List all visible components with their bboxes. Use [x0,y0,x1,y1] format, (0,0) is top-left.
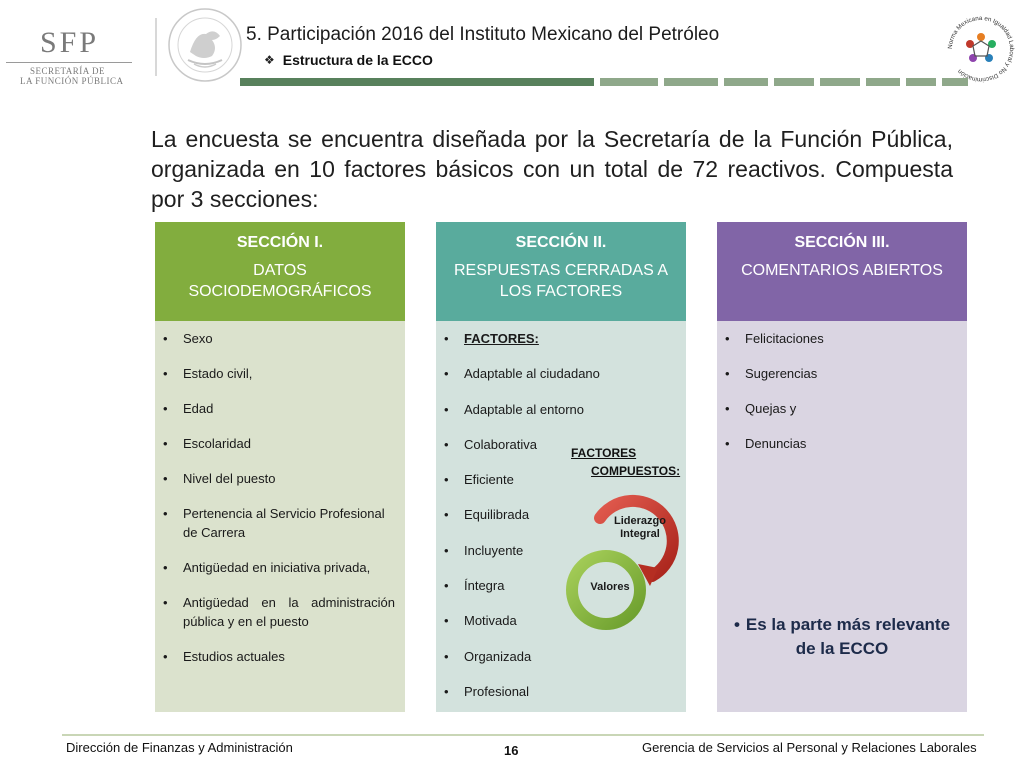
header-bar [240,78,968,86]
sfp-logo [0,18,140,88]
list-item: • Íntegra [436,576,686,595]
section-subheading: RESPUESTAS CERRADAS A LOS FACTORES [454,262,668,300]
list-item: • Denuncias [717,434,967,453]
header-divider [155,18,157,76]
section-heading: SECCIÓN I. [236,234,324,251]
list-item: • Nivel del puesto [155,469,405,488]
cycle-arrows-icon [560,482,688,644]
list-item: • Sugerencias [717,364,967,383]
page-number: 16 [504,743,519,758]
header-bar-segment [774,78,814,86]
header-bar-segment [600,78,658,86]
cycle-item-liderazgo: Liderazgo Integral [614,515,666,540]
section-heading: SECCIÓN III. [794,234,890,251]
compound-factors-label: FACTORES [571,446,637,460]
sfp-logo-sub2: LA FUNCIÓN PÚBLICA [20,76,124,86]
header-bar-segment [820,78,860,86]
equality-badge-icon [940,4,1022,94]
list-item: • Organizada [436,647,686,666]
relevant-bullet: • [733,615,740,634]
list-item: • Colaborativa [436,435,686,454]
list-item: • Estado civil, [155,364,405,383]
list-item: • Eficiente [436,470,686,489]
slide-title: 5. Participación 2016 del Instituto Mexicano del Petróleo [246,24,720,45]
diamond-icon: ❖ [264,53,275,67]
header-bar-segment [724,78,768,86]
footer-divider [62,734,984,736]
list-item: • Sexo [155,329,405,348]
badge-text: Norma Mexicana en Igualdad Laboral y No Discriminación [946,14,1016,84]
section-header [155,222,405,321]
list-item: • Pertenencia al Servicio Profesional de Carrera [155,504,405,542]
sfp-logo-text: SFP [40,26,100,59]
footer-left-text: Dirección de Finanzas y Administración [66,740,293,755]
header-bar-segment [866,78,900,86]
section-header [436,222,686,321]
list-item: • Adaptable al ciudadano [436,364,686,383]
list-item: • Antigüedad en iniciativa privada, [155,558,405,577]
sfp-logo-sub1: SECRETARÍA DE [30,66,106,76]
section-subheading: DATOS SOCIODEMOGRÁFICOS [188,262,372,300]
slide-subtitle [264,52,433,68]
list-item: • Edad [155,399,405,418]
list-item: • Antigüedad en la administración pública y en el puesto [155,593,405,631]
section-subheading: COMENTARIOS ABIERTOS [741,262,943,279]
list-item: • Motivada [436,611,686,630]
section-body [155,321,405,712]
sfp-logo-line [6,62,132,63]
svg-text:Norma Mexicana en Igualdad Lab [947,15,1015,83]
header-bar-segment [240,78,594,86]
list-item: • Quejas y [717,399,967,418]
list-item: • Equilibrada [436,505,686,524]
factores-heading: • FACTORES: [436,329,686,348]
list-item: • Incluyente [436,541,686,560]
relevant-note [722,613,962,661]
list-item: • Escolaridad [155,434,405,453]
header-bar-segment [906,78,936,86]
list-item: • Adaptable al entorno [436,400,686,419]
subtitle-text: Estructura de la ECCO [282,52,433,68]
mexico-coat-of-arms-icon [166,6,244,84]
section-datos-sociodemograficos [155,222,405,712]
compound-factors-label: COMPUESTOS: [591,464,681,478]
header-bar-segment [664,78,718,86]
section-list [717,329,967,453]
relevant-text: Es la parte más relevante de la ECCO [745,615,951,658]
footer-right-text: Gerencia de Servicios al Personal y Relaciones Laborales [642,740,977,755]
section-list [155,329,405,666]
section-heading: SECCIÓN II. [515,234,607,251]
list-item: • Estudios actuales [155,647,405,666]
section-header [717,222,967,321]
list-item: • Felicitaciones [717,329,967,348]
cycle-item-valores: Valores [590,581,630,593]
intro-paragraph: La encuesta se encuentra diseñada por la Secretaría de la Función Pública, organizada en 10 factores básicos con un total de 72 reactivos. Compuesta por 3 secciones: [151,126,953,212]
list-item: • Profesional [436,682,686,701]
